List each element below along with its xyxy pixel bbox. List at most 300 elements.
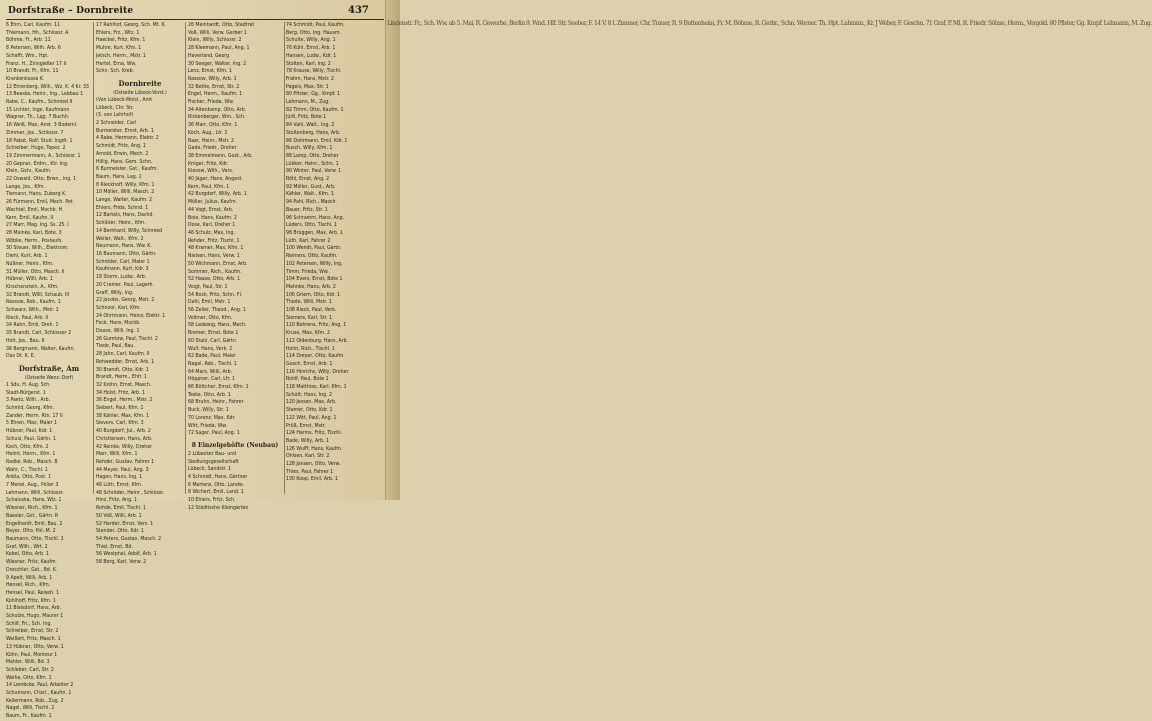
directory-entry: Schwarz, Wilh., Mstr. 1 xyxy=(6,307,59,314)
directory-entry: Koch, Otto, Kfm. 2 xyxy=(6,443,49,450)
directory-entry: 22 Jacobs, Georg, Mstr. 2 xyxy=(96,297,155,304)
directory-entry: Hinz, Fritz, Ang. 1 xyxy=(96,497,137,504)
directory-entry: Kirschenstein, A., Kfm. xyxy=(6,283,59,290)
directory-entry: 38 Emmelmann, Gust., Arb. xyxy=(188,152,253,159)
directory-entry: 124 Harms, Fritz, Tischl. xyxy=(286,430,343,437)
directory-entry: 126 Wulff, Hans, Kaufm. xyxy=(286,445,343,452)
directory-entry: 13 Beeske, Heinr., Ing., Lebbau 1 xyxy=(6,91,83,98)
directory-entry: 14 Lembcke, Paul, Arbeiter 2 xyxy=(6,682,74,689)
column-2 xyxy=(96,22,184,566)
directory-entry: Hansen, Ludw., Kdr. 1 xyxy=(286,52,337,59)
directory-entry: Ehlers, Frz., Wtz. 1 xyxy=(96,29,140,36)
directory-entry: 24 Ohrtmann, Heinz, Elektr. 1 xyxy=(96,312,166,319)
column-1-entries-2 xyxy=(6,382,92,721)
directory-entry: 54 Peters, Gustav, Masch. 2 xyxy=(96,536,162,542)
directory-entry: 26 Meinhardt, Otto, Stadtrat xyxy=(188,22,255,28)
directory-entry: Schmidt, Fritz, Ang. 1 xyxy=(96,143,146,150)
directory-entry: 56 Zeller, Theod., Ang. 1 xyxy=(188,307,246,314)
directory-entry: Haverland, Georg xyxy=(188,52,230,59)
directory-entry: Schütt, Hans, Ing. 2 xyxy=(286,391,333,398)
directory-entry: Stolten, Karl, Ing. 2 xyxy=(286,60,331,67)
column-2-entries xyxy=(96,22,184,76)
directory-entry: 108 Rieck, Paul, Verk. xyxy=(286,307,337,314)
directory-entry: 2 Lübecker Bau- und xyxy=(188,450,237,457)
directory-entry: 15 Lichter, Inge, Kaufmann xyxy=(6,106,70,113)
directory-entry: 72 Sager, Paul, Ang. 1 xyxy=(188,430,240,437)
directory-entry: 4 Rabe, Hermann, Elektr. 2 xyxy=(96,135,159,142)
directory-entry: Schulz, Paul, Gärtn. 1 xyxy=(6,435,56,442)
directory-entry: 12 Bartels, Hans, Dachd. xyxy=(96,212,154,219)
directory-entry: Lange, Jos., Kfm. xyxy=(6,183,46,190)
column-4-entries xyxy=(286,22,384,484)
directory-entry: 90 Winter, Paul, Verw. 1 xyxy=(286,168,342,175)
directory-entry: 58 Ladewig, Hans, Mech. xyxy=(188,322,247,329)
directory-entry: Hagen, Hans, Ing. 1 xyxy=(96,474,143,481)
directory-entry: 2 Schneider, Carl xyxy=(96,120,137,127)
directory-entry: 46 Lüth, Ernst, Kfm. xyxy=(96,482,143,489)
directory-entry: 30 Steuer, Wilh., Elektrom. xyxy=(6,245,69,252)
directory-entry: (Von Lübeck-Moisl., Amt xyxy=(96,96,153,103)
directory-entry: Schulte, Willy, Ang. 1 xyxy=(286,37,336,44)
directory-entry: Nagel, Willi, Tischl. 2 xyxy=(6,705,55,712)
directory-entry: Hensel, Rich., Kfm. xyxy=(6,582,51,589)
directory-entry: Böhme, Fr., Arb. 11 xyxy=(6,37,51,44)
directory-entry: Engelhardt, Emil, Bau. 2 xyxy=(6,520,63,527)
directory-entry: Röhl, Ernst, Ang. 2 xyxy=(286,176,330,183)
directory-entry: 27 Marr, Mag. Ing. Ss. 25. I xyxy=(6,222,69,229)
directory-entry: 120 Jessen, Max, Arb. xyxy=(286,399,337,406)
directory-entry: 17 Rahlhof, Georg, Sch. Mt. K. xyxy=(96,22,166,28)
directory-entry: Schreiber, Ernst, Str. 2 xyxy=(6,628,59,635)
directory-entry: Bremer, Ernst, Bote 1 xyxy=(188,330,239,337)
directory-entry: Wöbke, Herm., Postaufs. xyxy=(6,237,63,244)
directory-entry: Rassow, Willy, Arb. 1 xyxy=(188,75,237,82)
directory-entry: Kiesow, Wilh., Vers. xyxy=(188,168,234,175)
directory-entry: 84 Vahl, Walt., Ing. 2 xyxy=(286,122,335,129)
directory-entry: 32 Brandt, Willi, Schaub. III xyxy=(6,291,70,298)
directory-entry: Dreschler, Gst., Bd. K. xyxy=(6,566,58,573)
directory-entry: Nüßner, Heinr., Kfm. xyxy=(6,260,54,267)
directory-entry: Baum, Fr., Kaufm. 1 xyxy=(6,713,52,720)
directory-entry: Rehder, Gustav, Fahrer 1 xyxy=(96,458,155,465)
directory-entry: Ehlers, Frida, Schnd. 1 xyxy=(96,204,149,211)
directory-entry: Frahm, Hans, Mstr. 2 xyxy=(286,75,334,82)
directory-entry: Haeckel, Fritz, Kfm. 1 xyxy=(96,37,146,44)
directory-entry: 110 Behrens, Fritz, Ang. 1 xyxy=(286,322,347,329)
directory-entry: Thode, Willi, Mstr. 1 xyxy=(286,299,332,306)
directory-entry: Rohde, Emil, Tischl. 1 xyxy=(96,505,146,512)
page-header-title: Dorfstraße – Dornbreite xyxy=(8,6,134,16)
directory-entry: 114 Dreyer, Otto, Kaufm. xyxy=(286,353,345,360)
directory-entry: Lange, Walter, Kaufm. 2 xyxy=(96,197,153,204)
directory-entry: Lehmann, Willi, Schlossr. xyxy=(6,489,64,496)
directory-entry: 9 Apelt, Willi, Arb. 1 xyxy=(6,574,53,581)
directory-entry: Jetsch, Herm., Mstr. 1 xyxy=(96,52,146,59)
directory-entry: Zander, Herm. Rtn. 17 II xyxy=(6,412,63,419)
adjacent-page-text: Lindenstr. Fr., Sch. Ww. ab 5. Mai, R. Gewerbe, Berlin 9. Wnd. Hlf. Str. Seeber, F. 14 V. 8 I. Zimmer, Chr. Trauer, R. 9 Buttenheim, Fr. M. Böhme, R. Gerbr., Schn. Werner. Th. Hpt. Lahmnn., Kr. J Weber, F. Geschn. 71 Graf, P. Ml. R. Friedr. Söhne, Herm., Vergold. 80 Pfister, Gg. Kmpf. Lehmann, M. Zug. xyxy=(387,20,1152,27)
directory-entry: Schmid, Georg, Kfm. xyxy=(6,405,55,412)
directory-entry: Beyer, Otto, Pol.-M. 2 xyxy=(6,528,56,535)
directory-entry: Radke, Rob., Masch. B xyxy=(6,458,58,465)
directory-entry: 86 Dohrmann, Emil, Kdr. 1 xyxy=(286,137,348,144)
directory-entry: Doose, Willi, Ing. 1 xyxy=(96,328,140,335)
directory-entry: 12 Städtische Kleingärten xyxy=(188,504,249,511)
directory-entry: Klein, Willy, Schlossr. 2 xyxy=(188,37,242,44)
directory-entry: Prüß, Ernst, Mstr. xyxy=(286,422,326,429)
directory-entry: Voigt, Paul, Str. 1 xyxy=(188,283,228,290)
directory-entry: 30 Brandt, Otto, Kdr. 1 xyxy=(96,366,149,373)
directory-entry: Muhre, Kurt, Kfm. 1 xyxy=(96,45,142,52)
directory-entry: 48 Kramer, Max, Kfm. 1 xyxy=(188,245,244,252)
directory-entry: Rickenberger, Wm., Sch. xyxy=(188,114,246,121)
directory-entry: Wachtel, Emil, Mschb. H xyxy=(6,206,63,213)
directory-entry: Anbla, Otto, Post. 1 xyxy=(6,474,52,481)
directory-entry: 28 Jahn, Carl, Kaufm. II xyxy=(96,351,150,358)
directory-entry: Graff, Willy, Ing. xyxy=(96,289,134,296)
directory-entry: 28 Kleemann, Paul, Ang. 1 xyxy=(188,45,250,52)
column-1 xyxy=(6,22,92,720)
directory-entry: Stadt-Bürgerst. 1 xyxy=(6,389,46,396)
directory-entry: Schleber, Carl, Str. 2 xyxy=(6,666,54,673)
directory-entry: Helmt, Herm., Kfm. 1 xyxy=(6,451,56,458)
directory-entry: 8 Rieckhoff, Willy, Kfm. 1 xyxy=(96,181,155,188)
directory-entry: 1 Sdu, H. Aug. Sch. xyxy=(6,381,51,388)
directory-entry: Kellermann, Rob., Zug. 2 xyxy=(6,697,64,704)
directory-entry: 50 Wichmann, Ernst, Arb. xyxy=(188,260,248,267)
directory-entry: 68 Bruhn, Heinr., Fahrer xyxy=(188,399,244,406)
directory-entry: Schumann, Charl., Kaufm. 1 xyxy=(6,690,72,697)
directory-entry: 44 Vogt, Ernst, Arb. xyxy=(188,206,234,213)
directory-entry: Stamer, Otto, Kdr. 1 xyxy=(286,407,333,414)
directory-entry: Rohwedder, Ernst, Arb. 1 xyxy=(96,358,155,365)
directory-entry: Kühn, Paul, Monteur 1 xyxy=(6,651,58,658)
directory-entry: 20 Gepner, Erdm., Ktr. Ing. xyxy=(6,160,69,167)
directory-entry: Timm, Frieda, Ww. xyxy=(286,268,329,275)
directory-entry: Krankenkasse K. xyxy=(6,75,45,82)
directory-entry: Hübner, Willi, Arb. 1 xyxy=(6,276,53,283)
adjacent-page-edge xyxy=(385,0,1152,500)
directory-entry: Schröder, Carl, Maler 1 xyxy=(96,258,150,265)
directory-entry: Thiemann, Hh., Schlossr. A xyxy=(6,29,69,36)
directory-entry: 88 Lamp, Otto, Dreher xyxy=(286,152,339,159)
directory-entry: Witt, Frieda, Ww. xyxy=(188,422,228,429)
directory-entry: Reimers, Otto, Kaufm. xyxy=(286,253,338,260)
directory-entry: Jürß, Fritz, Bote 1 xyxy=(286,114,327,121)
directory-entry: Sievers, Carl, Kfm. 3 xyxy=(96,420,144,427)
directory-entry: 62 Bade, Paul, Maler xyxy=(188,353,236,360)
column-3-entries xyxy=(188,22,282,438)
directory-entry: Kaufmann, Kurt, Kdr. 3 xyxy=(96,266,149,273)
directory-entry: Marr, Willi, Kfm. 1 xyxy=(96,451,138,458)
directory-entry: 50 Voß, Willi, Arb. 1 xyxy=(96,512,142,519)
directory-entry: Nagel, Rob., Tischl. 1 xyxy=(188,360,237,367)
directory-entry: Weihe, Otto, Kfm. 1 xyxy=(6,674,52,681)
directory-entry: 42 Reinke, Willy, Dreher xyxy=(96,443,153,450)
directory-entry: Weiler, Walt., Kfm. 2 xyxy=(96,235,144,242)
directory-entry: 6 Mertens, Otto, Landw. xyxy=(188,481,244,488)
directory-entry: 58 Berg, Karl, Verw. 2 xyxy=(96,559,147,566)
column-2-entries-2 xyxy=(96,97,184,567)
directory-entry: Schilf, Fri., Sch. Ing. xyxy=(6,620,52,627)
directory-entry: Vollmer, Otto, Kfm. xyxy=(188,314,233,321)
directory-entry: Dahl, Emil, Mstr. 1 xyxy=(188,299,231,306)
directory-entry: Tiemann, Hans, Zuberg K. xyxy=(6,191,67,198)
column-divider xyxy=(284,22,285,494)
directory-entry: Tiede, Paul, Bau. xyxy=(96,343,135,350)
directory-entry: Voß, Willi, Verw. Gerber 1 xyxy=(188,29,247,36)
directory-entry: Gade, Friedr., Dreher xyxy=(188,145,237,152)
directory-entry: Boie, Hans, Kaufm. 2 xyxy=(188,214,237,221)
directory-entry: 100 Wendt, Paul, Gärtn. xyxy=(286,245,342,252)
directory-entry: 104 Evers, Ernst, Bote 1 xyxy=(286,276,343,283)
directory-entry: 32 Krohn, Ernst, Masch. xyxy=(96,381,152,388)
directory-entry: 11 Blaisdorf, Hans, Arb. xyxy=(6,605,62,612)
directory-entry: Kähler, Walt., Kfm. 1 xyxy=(286,191,334,198)
directory-entry: 18 Pabst, Rolf, Stud. Ingdt. 1 xyxy=(6,137,73,144)
directory-entry: 112 Oldenburg, Hans, Arb. xyxy=(286,337,349,344)
directory-entry: Lehmann, M., Zug. xyxy=(286,99,330,106)
directory-entry: 66 Böttcher, Ernst, Kfm. 1 xyxy=(188,384,249,391)
directory-entry: 48 Schröder, Heinr., Schlossr. xyxy=(96,489,165,496)
directory-entry: Baumann, Otto, Tischl. 2 xyxy=(6,536,64,542)
directory-entry: Lübker, Heinr., Schn. 1 xyxy=(286,160,339,167)
directory-entry: 16 Weiß, Max, Anst. 3 Bodeml. xyxy=(6,122,78,129)
directory-entry: Baum, Hans, Lag. 1 xyxy=(96,173,142,180)
directory-entry: 26 Gumtow, Paul, Tischl. 2 xyxy=(96,335,158,342)
directory-entry: Lüders, Otto, Tischl. 1 xyxy=(286,222,337,229)
directory-entry: 40 Jäger, Hans, Angest. xyxy=(188,176,243,183)
directory-entry: 22 Oswald, Otto, Brwn., Ing. 1 xyxy=(6,176,77,183)
directory-entry: Rieck, Paul, Arb. II xyxy=(6,314,49,321)
directory-entry: 13 Hübner, Otto, Verw. 1 xyxy=(6,643,64,650)
directory-entry: Wiesner, Rich., Kfm. 1 xyxy=(6,505,58,512)
directory-entry: Lüth, Karl, Fahrer 2 xyxy=(286,237,331,244)
directory-entry: 40 Burgdorf, Jul., Arb. 2 xyxy=(96,428,151,435)
directory-entry: Christiansen, Hans, Arb. xyxy=(96,435,153,442)
directory-entry: 106 Griem, Otto, Kdr. 1 xyxy=(286,291,341,298)
directory-entry: 102 Petersen, Willy, Ing. xyxy=(286,260,343,267)
directory-entry: 10 Brandt, Fr., Kfm. 11 xyxy=(6,68,59,75)
directory-entry: Schafft, Wm., Hpt. xyxy=(6,52,49,59)
directory-entry: Diehl, Kurt, Arb. 1 xyxy=(6,253,48,260)
directory-entry: 19 Zimmermann, A., Schlossr. 1 xyxy=(6,152,81,159)
directory-entry: 16 Baumann, Otto, Gärtn. xyxy=(96,250,157,257)
directory-entry: Kruse, Max, Kfm. 2 xyxy=(286,330,330,337)
directory-entry: 34 Altenkamp, Otto, Arb. xyxy=(188,106,247,113)
directory-entry: Siedlungsgesellschaft xyxy=(188,458,239,465)
directory-entry: 7 Menel, Aug., Polier 3 xyxy=(6,482,59,489)
directory-entry: 130 Koop, Emil, Arb. 1 xyxy=(286,476,338,483)
directory-entry: Möller, Julius, Kaufm. xyxy=(188,199,237,206)
directory-entry: 34 Rahn, Emil, Dreh. 1 xyxy=(6,322,59,329)
directory-entry: Schulze, Hugo, Maurer 1 xyxy=(6,613,64,620)
directory-entry: Thiel, Ernst, Bd. xyxy=(96,543,133,550)
header-rule xyxy=(6,19,384,20)
directory-entry: Hübner, Paul, Kdr. 1 xyxy=(6,428,53,435)
directory-entry: 12 Ehrenberg, Wilh., Wz. K. 4 Kr. 33 xyxy=(6,83,89,90)
directory-entry: Holm, Rich., Tischl. 1 xyxy=(286,345,335,352)
directory-entry: Ohlsen, Karl, Str. 2 xyxy=(286,453,330,460)
directory-entry: Franz, H., Zinngießer 17 II xyxy=(6,60,67,67)
directory-entry: 18 Storm, Ludw., Arb. xyxy=(96,274,147,281)
directory-entry: 44 Meyer, Paul, Ang. 3 xyxy=(96,466,149,473)
directory-entry: Schnoor, Karl, Kfm. xyxy=(96,304,141,311)
directory-entry: Engel, Herm., Kaufm. 1 xyxy=(188,91,243,98)
directory-entry: Pagels, Max, Str. 1 xyxy=(286,83,329,90)
directory-entry: Kebel, Otto, Arb. 1 xyxy=(6,551,49,558)
directory-entry: Bauer, Fritz, Str. 1 xyxy=(286,206,328,213)
directory-entry: 5 Ehren, Max, Maler 1 xyxy=(6,420,57,427)
directory-entry: Arnold, Erwin, Mech. 2 xyxy=(96,150,149,157)
directory-entry: Schlüter, Heinr., Kfm. xyxy=(96,220,146,227)
directory-entry: Rohlf, Paul, Bote 1 xyxy=(286,376,329,383)
directory-entry: 31 Müller, Otto, Masch. II xyxy=(6,268,65,275)
directory-entry: Baesler, Gst., Gärtn. R xyxy=(6,512,59,519)
column-3-entries-2 xyxy=(188,451,282,513)
directory-entry: Stoltenberg, Hans, Arb. xyxy=(286,129,341,136)
directory-entry: Hertel, Erna, Ww. xyxy=(96,60,137,67)
directory-page xyxy=(0,0,386,720)
directory-entry: Berg, Otto, Ing. Hausm. xyxy=(286,29,342,36)
section-title-dorfstrasse-am: Dorfstraße, Am xyxy=(18,363,80,373)
directory-entry: Siebert, Paul, Kfm. 1 xyxy=(96,405,144,412)
directory-entry: Höppner, Carl, Lfr. 1 xyxy=(188,376,235,383)
directory-entry: 14 Bernhard, Willy, Schmied xyxy=(96,227,163,234)
directory-entry: Rehder, Fritz, Tischl. 1 xyxy=(188,237,240,244)
directory-entry: Neumann, Hans, Ww. K. xyxy=(96,243,152,250)
directory-entry: Schaluska, Hans, Wlz. 1 xyxy=(6,497,62,504)
directory-entry: Wiesner, Fritz, Kaufm. xyxy=(6,559,58,566)
directory-entry: 6 Ehm, Carl, Kaufm. 11 xyxy=(6,22,61,28)
directory-entry: Baar, Heinr., Mstr. 2 xyxy=(188,137,234,144)
directory-entry: Rassow, Rob., Kaufm. 1 xyxy=(6,299,61,306)
directory-entry: 128 Jansen, Otto, Verw. xyxy=(286,461,341,468)
section-subtitle: (Ostseite Lübeck-Vorst.) xyxy=(113,89,167,96)
directory-entry: Thies, Paul, Fahrer 1 xyxy=(286,468,334,475)
column-4 xyxy=(286,22,384,497)
directory-entry: 36 Engel, Herm., Mstr. 2 xyxy=(96,397,153,404)
directory-entry: 118 Matthies, Karl, Kfm. 1 xyxy=(286,384,347,391)
directory-entry: 94 Pahl, Rich., Masch. xyxy=(286,199,337,206)
directory-entry: 35 Brandt, Carl, Schlosser 2 xyxy=(6,330,72,337)
directory-entry: 8 Wichert, Emil, Land. 1 xyxy=(188,489,244,496)
directory-entry: Sommer, Rich., Kaufm. xyxy=(188,268,242,275)
directory-entry: 34 Holst, Fritz, Arb. 1 xyxy=(96,389,146,396)
directory-entry: 28 Meinke, Karl, Bote. 3 xyxy=(6,229,62,236)
directory-entry: Kern, Paul, Kfm. 1 xyxy=(188,183,230,190)
directory-entry: Buck, Willy, Str. 1 xyxy=(188,407,229,414)
page-number: 437 xyxy=(348,5,369,16)
directory-entry: 46 Schulz, Max, Ing. xyxy=(188,229,235,236)
directory-entry: Brandt, Herm., Ehfr. 1 xyxy=(96,374,147,381)
directory-entry: 98 Brüggen, Max, Arb. 1 xyxy=(286,229,343,236)
directory-entry: 20 Cramer, Paul, Lagerh. xyxy=(96,281,154,288)
directory-entry: 82 Timm, Otto, Kaufm. 1 xyxy=(286,106,344,113)
section-title-einzelgehoefte: 8 Einzelgehöfte (Neubau) xyxy=(191,441,279,449)
directory-entry: 54 Bock, Fritz, Schn. Fl. xyxy=(188,291,243,298)
directory-entry: Mahnke, Hans, Arb. 2 xyxy=(286,283,336,290)
directory-entry: Lenz, Ernst, Kfm. 1 xyxy=(188,68,232,75)
directory-entry: 116 Hinrichs, Willy, Dreher xyxy=(286,368,349,375)
directory-entry: 36 Bergmann, Walter, Kaufm. xyxy=(6,345,76,352)
directory-entry: Das Dt. K. E. xyxy=(6,353,36,360)
directory-entry: 74 Schmidt, Paul, Kaufm. xyxy=(286,22,345,28)
directory-entry: Hillig, Hans, Gem. Schn. xyxy=(96,158,153,165)
directory-entry: Schreiber, Hugo, Tapez. 2 xyxy=(6,145,66,152)
directory-entry: 78 Krause, Willy, Tischl. xyxy=(286,68,342,75)
column-divider xyxy=(93,22,94,494)
directory-entry: 26 Fürmann, Emil, Mech. Pet. xyxy=(6,199,75,206)
directory-entry: 70 Lorenz, Max, Kdr. xyxy=(188,414,236,421)
directory-entry: Nielsen, Hans, Verw. 1 xyxy=(188,253,240,260)
directory-entry: 32 Bethe, Ernst, Str. 2 xyxy=(188,83,240,90)
directory-entry: 38 Kähler, Max, Kfm. 1 xyxy=(96,412,150,419)
directory-entry: Gosch, Ernst, Arb. 1 xyxy=(286,360,333,367)
directory-entry: Weißert, Fritz, Masch. 1 xyxy=(6,636,61,643)
directory-entry: Zimmer, Jos., Schlossr. 7 xyxy=(6,129,64,136)
directory-entry: 76 Kühl, Ernst, Arb. 1 xyxy=(286,45,336,52)
directory-entry: Mahler, Willi, Bd. 3 xyxy=(6,659,50,666)
directory-entry: 64 Marx, Willi, Arb. xyxy=(188,368,233,375)
directory-entry: Siemers, Karl, Str. 1 xyxy=(286,314,333,321)
directory-entry: Wahr, C., Tischl. 1 xyxy=(6,466,48,473)
directory-entry: 42 Burgdorf, Willy, Arb. 1 xyxy=(188,191,247,198)
directory-entry: Lübeck, Sandstr. 1 xyxy=(188,466,231,473)
directory-entry: Hensel, Paul, Reiseh. 1 xyxy=(6,589,59,596)
directory-entry: 96 Schramm, Hans, Ang. xyxy=(286,214,345,221)
directory-entry: 36 Marr, Otto, Kfm. 1 xyxy=(188,122,238,129)
directory-entry: Teske, Otto, Arb. 1 xyxy=(188,391,231,398)
directory-entry: Klein, Gstv., Kaufm. xyxy=(6,168,52,175)
directory-entry: 3 Paetz, Wilh., Arb. xyxy=(6,397,51,404)
directory-entry: 8 Petersen, Wilh. Arb. 6 xyxy=(6,45,61,52)
directory-entry: Fischer, Frieda, Ww. xyxy=(188,99,234,106)
column-divider xyxy=(185,22,186,494)
directory-entry: 4 Schmidt, Hans, Gärtner xyxy=(188,474,248,481)
section-title-dornbreite: Dornbreite xyxy=(118,78,162,88)
directory-entry: Busch, Willy, Kfm. 1 xyxy=(286,145,333,152)
directory-entry: Kern, Emil, Kaufm. II xyxy=(6,214,54,221)
directory-entry: Rabe, C., Kaufm., Schmied II xyxy=(6,99,73,106)
directory-entry: Kohlhoff, Fritz, Kfm. 1 xyxy=(6,597,56,604)
directory-entry: 10 Ehlers, Fritz, Sch. xyxy=(188,497,236,504)
directory-entry: 30 Seeger, Walter, Ing. 2 xyxy=(188,60,247,67)
directory-entry: 52 Haase, Otto, Arb. 1 xyxy=(188,276,241,283)
directory-entry: 80 Pfister, Gg., Kmpf. 1 xyxy=(286,91,340,98)
directory-entry: Bade, Willy, Arb. 1 xyxy=(286,437,329,444)
directory-entry: Koch, Aug., Lfr. 2 xyxy=(188,129,228,136)
directory-entry: Stender, Otto, Kdr. 1 xyxy=(96,528,144,535)
column-3 xyxy=(188,22,282,511)
directory-entry: Fock, Hans, Mschb. xyxy=(96,320,141,327)
directory-entry: 6 Burmeister, Gst., Kaufm. xyxy=(96,166,158,173)
directory-entry: Holt, Jos., Bau. 6 xyxy=(6,337,45,344)
section-subtitle: (Ostseite Wenz.-Dorf) xyxy=(24,374,74,381)
directory-entry: Schn. Sch. Kreb. xyxy=(96,68,135,75)
directory-entry: 122 Witt, Paul, Ang. 1 xyxy=(286,414,337,421)
column-1-entries xyxy=(6,22,92,361)
directory-entry: Lübeck, Chr. Str. xyxy=(96,104,134,111)
directory-entry: Burmeister, Ernst, Arb. 1 xyxy=(96,127,154,134)
directory-entry: 10 Möller, Willi, Masch. 2 xyxy=(96,189,155,196)
directory-entry: Wagner, Th., Lqg. 7 Buchh. xyxy=(6,114,70,121)
directory-entry: Graf, Wilh., Wrt. 2 xyxy=(6,543,48,550)
directory-entry: Dose, Karl, Dreher 1 xyxy=(188,222,236,229)
directory-entry: 92 Möller, Gust., Arb. xyxy=(286,183,336,190)
directory-entry: 52 Harder, Ernst, Vers. 1 xyxy=(96,520,154,527)
directory-entry: Wulf, Hans, Verk. 2 xyxy=(188,345,233,352)
directory-entry: Kröger, Fritz, Kdr. xyxy=(188,160,229,167)
